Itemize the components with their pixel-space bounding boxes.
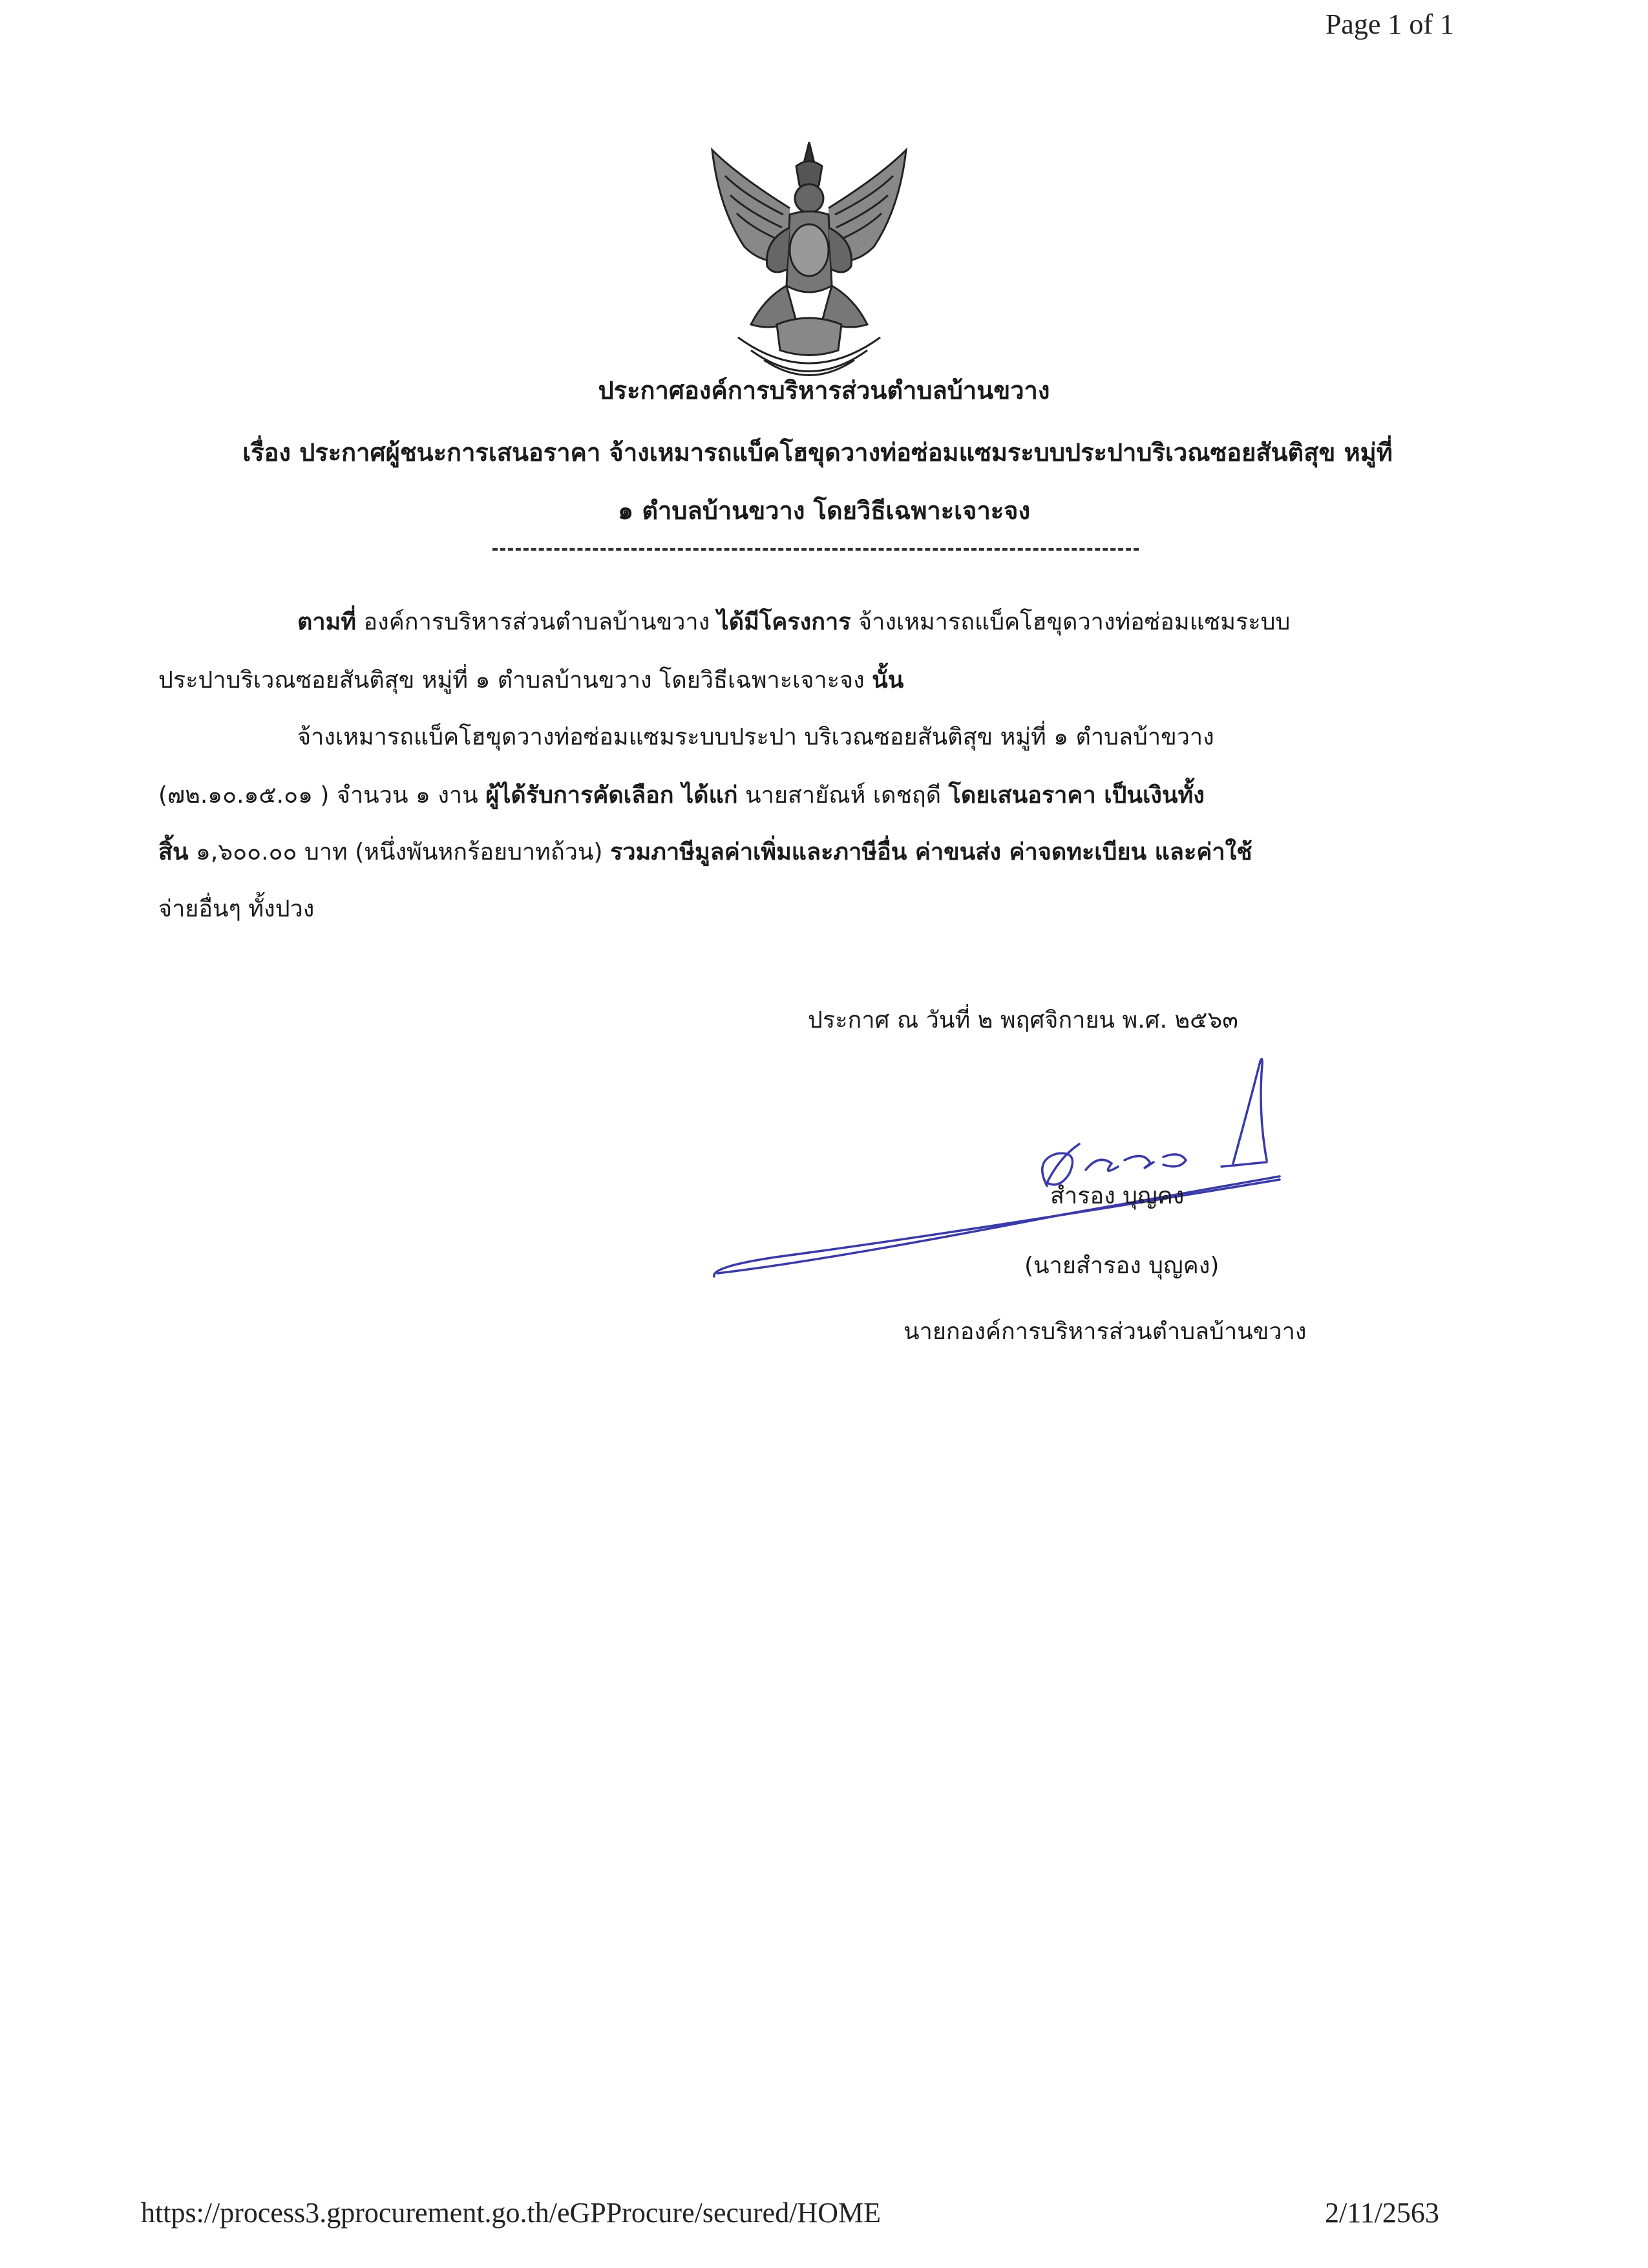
issuer-title: ประกาศองค์การบริหารส่วนตำบลบ้านขวาง [598,376,1050,405]
text-run: ประปาบริเวณซอยสันติสุข หมู่ที่ ๑ ตำบลบ้านขวาง โดยวิธีเฉพาะเจาะจง [158,667,872,694]
handwritten-signature [698,1047,1312,1293]
paragraph-2-line-1: จ้างเหมารถแบ็คโฮขุดวางท่อซ่อมแซมระบบประปา บริเวณซอยสันติสุข หมู่ที่ ๑ ตำบลบ้าขวาง [297,724,1214,750]
paragraph-2-line-4: จ่ายอื่นๆ ทั้งปวง [158,896,315,922]
signed-name: สำรอง บุญคง [1050,1183,1185,1209]
page-indicator: Page 1 of 1 [1325,8,1454,40]
footer-url: https://process3.gprocurement.go.th/eGPProcure/secured/HOME [141,2197,881,2229]
subject-prefix: เรื่อง ประกาศผู้ชนะการเสนอราคา [242,438,601,467]
dashed-divider [492,548,1139,551]
text-run: องค์การบริหารส่วนตำบลบ้านขวาง [356,609,717,635]
text-run: นายสายัณห์ เดชฤดี [737,782,949,809]
announcement-date: ประกาศ ณ วันที่ ๒ พฤศจิกายน พ.ศ. ๒๕๖๓ [808,1007,1238,1033]
subject-line-1 [165,437,1470,468]
text-run: ได้มีโครงการ [717,609,851,635]
subject-text: จ้างเหมารถแบ็คโฮขุดวางท่อซ่อมแซมระบบประปาบริเวณซอยสันติสุข หมู่ที่ [609,438,1393,467]
text-run: (๗๒.๑๐.๑๕.๐๑ ) จำนวน ๑ งาน [158,782,486,809]
footer-date: 2/11/2563 [1325,2197,1439,2229]
text-run: ตามที่ [297,609,357,635]
text-run: ผู้ได้รับการคัดเลือก ได้แก่ [485,782,738,809]
subject-line-2: ๑ ตำบลบ้านขวาง โดยวิธีเฉพาะเจาะจง [617,496,1031,525]
text-run: ๑,๖๐๐.๐๐ บาท (หนึ่งพันหกร้อยบาทถ้วน) [188,839,610,865]
text-run: สิ้น [158,839,189,865]
text-run: จ้างเหมารถแบ็คโฮขุดวางท่อซ่อมแซมระบบ [850,609,1291,635]
text-run: โดยเสนอราคา เป็นเงินทั้ง [948,782,1205,809]
text-run: นั้น [872,667,904,694]
signatory-position: นายกองค์การบริหารส่วนตำบลบ้านขวาง [903,1319,1307,1345]
text-run: รวมภาษีมูลค่าเพิ่มและภาษีอื่น ค่าขนส่ง ค่าจดทะเบียน และค่าใช้ [610,839,1252,865]
signatory-full-name: (นายสำรอง บุญคง) [1024,1253,1220,1279]
paragraph-1-line-2 [158,666,903,695]
paragraph-1-line-1 [297,608,1290,637]
garuda-emblem-icon [699,137,919,392]
paragraph-2-line-3 [158,838,1252,867]
paragraph-2-line-2 [158,781,1205,811]
